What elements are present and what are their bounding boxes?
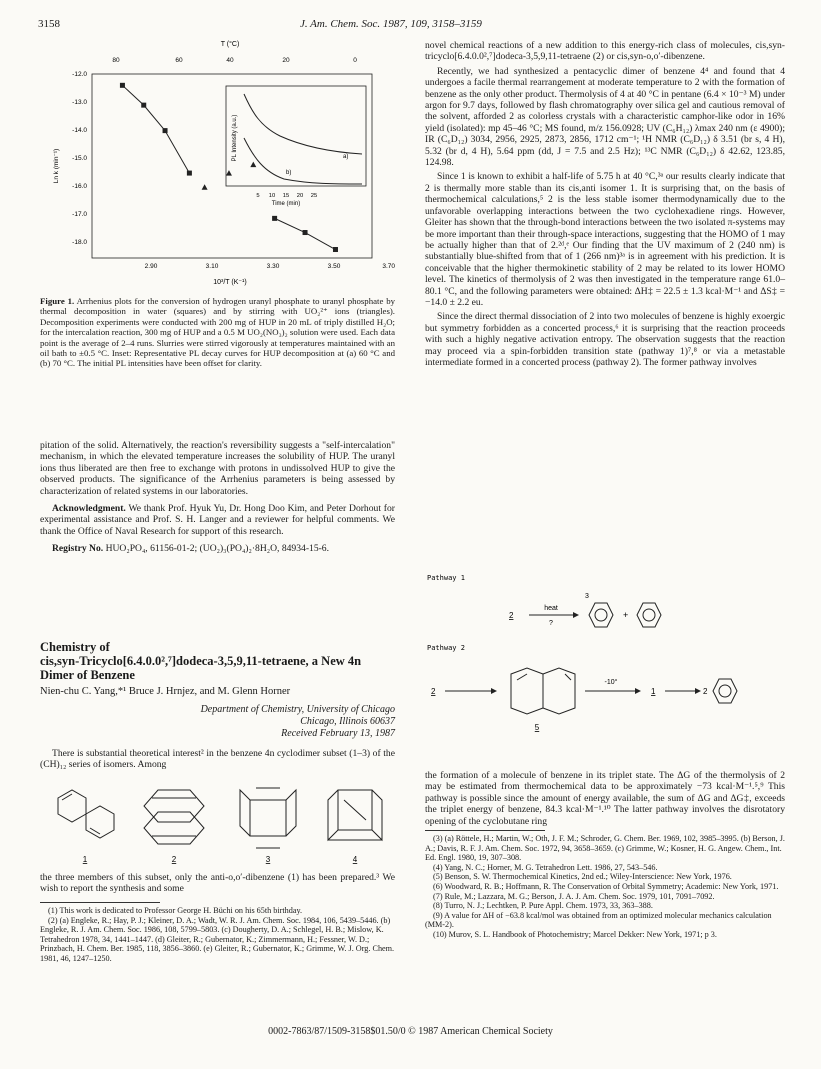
data-point-square xyxy=(141,103,146,108)
structure-label: 3 xyxy=(265,855,271,864)
data-point-square xyxy=(272,216,277,221)
arrhenius-chart xyxy=(40,34,400,306)
top-tick-label: 40 xyxy=(226,57,234,64)
right-column-text xyxy=(425,40,785,371)
right-column-text-2 xyxy=(425,770,785,830)
y-tick-label: -16.0 xyxy=(72,183,87,190)
footnote: (7) Rule, M.; Lazzara, M. G.; Berson, J. A. J. Am. Chem. Soc. 1979, 101, 7091–7092. xyxy=(433,891,715,901)
inset-x-tick: 5 xyxy=(256,193,260,199)
figure-caption-text: Arrhenius plots for the conversion of hydrogen uranyl phosphate to uranyl phosphate by thermal decomposition in water (squares) and by stirring with UO₂²⁺ ions (triangles). Decomposition experiments were conducted with 200 mg of HUP in 20 mL of triply distilled H₂O; for the intercalation reaction, 300 mg of HUP and a 0.5 M UO₂(NO₃)₂ solution were used. Each data point is the average of 2–4 runs. Slurries were stirred vigorously at temperatures maintained with an oil bath to ±0.5 °C. Inset: Representative PL decay curves for HUP decomposition at (a) 60 °C and (b) 70 °C. The initial PL intensities have been offset for clarity. xyxy=(40,296,395,369)
y-tick-label: -18.0 xyxy=(72,239,87,246)
y-tick-label: -17.0 xyxy=(72,211,87,218)
footnote: (3) (a) Röttele, H.; Martin, W.; Oth, J. F. M.; Schroder, G. Chem. Ber. 1969, 102, 3985–3995. (b) Berson, J. A.; Davis, R. F. J. Am. Chem. Soc. 1972, 94, 3658–3659. (c) Grimme, W.; Kosner, H. G. Angew. Chem., Int. Ed. Engl. 1980, 19, 307–308. xyxy=(425,834,785,863)
figure-caption-label: Figure 1. xyxy=(40,296,75,306)
footnote: (4) Yang, N. C.; Horner, M. G. Tetrahedron Lett. 1986, 27, 543–546. xyxy=(433,862,658,872)
authors: Nien-chu C. Yang,*¹ Bruce J. Hrnjez, and M. Glenn Horner xyxy=(40,686,291,697)
pathway-scheme xyxy=(425,570,785,770)
structure-2 xyxy=(144,790,204,844)
intermediate-structure xyxy=(511,668,575,714)
x-tick-label: 2.90 xyxy=(144,263,158,270)
data-point-square xyxy=(120,83,125,88)
pathway1-arrowhead xyxy=(573,612,579,618)
x-axis-label: 10³/T (K⁻¹) xyxy=(213,279,247,286)
figure-caption xyxy=(40,296,395,369)
top-tick-label: 60 xyxy=(175,57,183,64)
registry-numbers xyxy=(40,543,395,554)
paragraph: pitation of the solid. Alternatively, the reaction's reversibility suggests a "self-intercalation" mechanism, in which the elevated temperature increases the solubility of HUP. The uranyl ions thus liberated are then free to exchange with protons in undissolved HUP to give the observed products. The significance of the Arrhenius parameters is being assessed by characterization of related systems in our laboratories. xyxy=(40,440,395,497)
journal-header: J. Am. Chem. Soc. 1987, 109, 3158–3159 xyxy=(300,18,482,30)
pathway2-arrowhead xyxy=(491,688,497,694)
paragraph: the formation of a molecule of benzene in its triplet state. The ΔG of the thermolysis of 2 may be estimated from thermochemical data to be approximately −73 kcal·M⁻¹.⁵,⁹ This pathway is possible since the amount of energy available, the sum of ΔG and ΔG‡, exceeds the triplet energy of benzene, 84.3 kcal·M⁻¹.¹⁰ The latter pathway involves the disrotatory opening of the cyclobutane ring xyxy=(425,770,785,827)
affiliation xyxy=(40,704,395,740)
page-footer: 0002-7863/87/1509-3158$01.50/0 © 1987 American Chemical Society xyxy=(268,1026,553,1037)
arrhenius-figure xyxy=(40,34,400,306)
y-tick-label: -14.0 xyxy=(72,127,87,134)
y-tick-label: -13.0 xyxy=(72,99,87,106)
footnote: (10) Murov, S. L. Handbook of Photochemistry; Marcel Dekker: New York, 1971; p 3. xyxy=(433,929,717,939)
registry-text: HUO₂PO₄, 61156-01-2; (UO₂)₃(PO₄)₂·8H₂O, 84934-15-6. xyxy=(105,543,330,555)
paragraph: Since the direct thermal dissociation of 2 into two molecules of benzene is highly exoergic but symmetry forbidden as a concerted process,⁶ it is surprising that the reaction proceeds with such a highly negative activation entropy. The observation suggests that the reaction may proceed via a spin-forbidden transition state (pathway 1)⁷,⁸ or via a metastable intermediate formed in a concerted process (pathway 2). The former pathway involves xyxy=(425,311,785,368)
inset-x-tick: 10 xyxy=(268,193,276,199)
received-date: Received February 13, 1987 xyxy=(281,728,395,739)
pathway1-question: ? xyxy=(549,620,553,627)
footnote: (9) A value for ΔH of −63.8 kcal/mol was obtained from an optimized molecular mechanics calculation (MM-2). xyxy=(425,910,772,930)
inset-label-b: b) xyxy=(286,170,292,176)
benzene-icon xyxy=(637,603,661,627)
y-tick-label: -15.0 xyxy=(72,155,87,162)
data-point-triangle xyxy=(202,184,208,190)
pathway1-reactant: 2 xyxy=(509,611,514,620)
pathway1-label: Pathway 1 xyxy=(427,574,465,582)
structure-label: 1 xyxy=(82,855,88,864)
paragraph: Since 1 is known to exhibit a half-life of 5.75 h at 40 °C,³ᵃ our results clearly indicate that 2 is thermally more stable than its cis,anti isomer 1. It is surprising that, on the basis of thermochemical calculations,⁵ 2 is the less stable isomer thermodynamically due to the unfavorable overlapping interactions between the two cyclohexadiene rings. However, Gleiter has shown that the through-bond interactions between the two isolated π-systems may be more important than their through-space interactions, suggesting that the HOMO of 1 may be actually higher than that of 2.²ᵈ,ᵉ Our finding that the UV maximum of 2 (240 nm) is substantially blue-shifted from that of 1 (266 nm)³ᵃ is in agreement with his prediction. It is conceivable that the higher thermokinetic stability of 2 may be related to its lower HOMO level. The kinetics of thermolysis of 2 was then investigated in the temperature range 61.0–80.1 °C, and the following parameters were obtained: ΔH‡ = 22.5 ± 1.3 kcal·M⁻¹ and ΔS‡ = −14.0 ± 2.2 eu. xyxy=(425,171,785,308)
acknowledgment-label: Acknowledgment. xyxy=(52,503,126,515)
affiliation-city: Chicago, Illinois 60637 xyxy=(300,716,395,727)
footnote-rule xyxy=(40,902,160,903)
pathway2-reactant: 2 xyxy=(431,687,436,696)
x-tick-label: 3.50 xyxy=(327,263,341,270)
acknowledgment xyxy=(40,503,395,537)
inset-x-tick: 15 xyxy=(282,193,290,199)
x-tick-label: 3.30 xyxy=(266,263,280,270)
acknowledgment-text: We thank Prof. Hyuk Yu, Dr. Hong Doo Kim, and Peter Dorhout for experimental assistance and Prof. S. H. Langer and a reviewer for helpful comments. We thank the Office of Naval Research for support of this research. xyxy=(40,503,395,537)
intermediate-label: 5 xyxy=(534,723,540,732)
right-footnotes xyxy=(425,834,785,940)
footnote: (5) Benson, S. W. Thermochemical Kinetics, 2nd ed.; Wiley-Interscience: New York, 1976. xyxy=(433,872,732,882)
structure-label: 4 xyxy=(352,855,358,864)
y-tick-label: -12.0 xyxy=(72,71,87,78)
inset-x-tick: 20 xyxy=(296,193,304,199)
footnote: (6) Woodward, R. B.; Hoffmann, R. The Conservation of Orbital Symmetry; Academic: New York, 1971. xyxy=(433,881,779,891)
paragraph: the three members of this subset, only the anti-o,o′-dibenzene (1) has been prepared.³ We wish to report the synthesis and some xyxy=(40,872,395,895)
article-title xyxy=(40,640,395,682)
left-column-text xyxy=(40,440,395,558)
left-footnotes xyxy=(40,906,395,964)
benzene-icon xyxy=(589,603,613,627)
pathway2-arrow-label: -10° xyxy=(604,679,618,686)
fit-line xyxy=(122,85,189,173)
x-tick-label: 3.10 xyxy=(205,263,219,270)
footnote: (2) (a) Engleke, R.; Hay, P. J.; Kleiner, D. A.; Wadt, W. R. J. Am. Chem. Soc. 1984, 106, 5439–5446. (b) Engleke, R. J. Am. Chem. Soc. 1986, 108, 5799–5803. (c) Dougherty, D. A.; Schlegel, H. B.; Mislow, K. Tetrahedron 1978, 34, 1441–1447. (d) Gleiter, R.; Gubernator, K.; Zimmermann, H.; Fessner, W. D.; Prinzbach, H. Chem. Ber. 1985, 118, 3856–3860. (e) Gleiter, R.; Gubernator, K.; Grimme, W. J. Org. Chem. 1981, 46, 1247–1250. xyxy=(40,915,395,963)
data-point-square xyxy=(163,128,168,133)
structure-3 xyxy=(240,788,296,848)
pathway2-product: 1 xyxy=(651,687,656,696)
data-point-square xyxy=(333,247,338,252)
pathway1-arrow-label: heat xyxy=(544,605,558,612)
triplet-label: 3 xyxy=(585,593,589,600)
footnote: (8) Turro, N. J.; Lechtken, P. Pure Appl. Chem. 1973, 33, 363–388. xyxy=(433,901,653,911)
top-tick-label: 80 xyxy=(112,57,120,64)
plus-sign: + xyxy=(623,610,629,620)
dimer-structures xyxy=(40,770,395,870)
top-axis-title: T (°C) xyxy=(220,41,240,48)
top-tick-label: 20 xyxy=(282,57,290,64)
paragraph: There is substantial theoretical interest² in the benzene 4n cyclodimer subset (1–3) of the (CH)₁₂ series of isomers. Among xyxy=(40,748,395,771)
inset-x-label: Time (min) xyxy=(271,201,301,207)
pathway2-arrowhead xyxy=(635,688,641,694)
inset-y-label: PL Intensity (a.u.) xyxy=(232,114,238,162)
footnote: (1) This work is dedicated to Professor George H. Büchi on his 65th birthday. xyxy=(48,906,303,915)
pathway2-label: Pathway 2 xyxy=(427,644,465,652)
structure-label: 2 xyxy=(171,855,177,864)
data-point-square xyxy=(187,171,192,176)
data-point-square xyxy=(303,230,308,235)
inset-label-a: a) xyxy=(343,154,349,160)
structure-4 xyxy=(328,790,382,840)
article-title-line: Chemistry of xyxy=(40,640,110,654)
y-axis-label: Ln k (min⁻¹) xyxy=(53,148,60,184)
structure-1 xyxy=(58,790,114,838)
pathway2-arrowhead xyxy=(695,688,701,694)
footnote-rule xyxy=(425,830,545,831)
top-tick-label: 0 xyxy=(353,57,357,64)
paragraph: Recently, we had synthesized a pentacyclic dimer of benzene 4⁴ and found that 4 undergoes a facile thermal rearrangement at moderate temperature to 2 with the formation of benzene as the only other product. Thermolysis of 4 at 40 °C in pentane (6.4 × 10⁻³ M) under argon for 9.7 days, followed by flash chromatography over silica gel and cautious removal of the solvent, afforded 2 as colorless crystals with a characteristic camphor-like odor in 16% yield (isolated): mp 45–46 °C; MS found, m/z 156.0928; UV (C₆H₁₂) λmax 240 nm (ε 4900); IR (C₆D₁₂) 3034, 2956, 2925, 2873, 2856, 1712 cm⁻¹; ¹H NMR (C₆D₁₂) δ 3.51 (br s, 4 H), 5.32 (br d, 4 H), 5.64 ppm (dd, J = 7.5 and 2.5 Hz); ¹³C NMR (C₆D₁₂) δ 42.62, 123.85, 124.98. xyxy=(425,65,785,169)
pathway2-final-count: 2 xyxy=(703,687,708,696)
x-tick-label: 3.70 xyxy=(382,263,395,270)
benzene-icon xyxy=(713,679,737,703)
after-structures-text xyxy=(40,872,395,898)
page-number: 3158 xyxy=(38,18,60,30)
inset-x-tick: 25 xyxy=(310,193,318,199)
paragraph: novel chemical reactions of a new addition to this energy-rich class of molecules, cis,syn-tricyclo[6.4.0.0²,⁷]dodeca-3,5,9,11-tetraene (2) or cis,syn-o,o′-dibenzene. xyxy=(425,40,785,63)
affiliation-dept: Department of Chemistry, University of Chicago xyxy=(200,704,395,715)
registry-label: Registry No. xyxy=(52,543,104,555)
article-title-line: cis,syn-Tricyclo[6.4.0.0²,⁷]dodeca-3,5,9,11-tetraene, a New 4n Dimer of Benzene xyxy=(40,654,362,682)
